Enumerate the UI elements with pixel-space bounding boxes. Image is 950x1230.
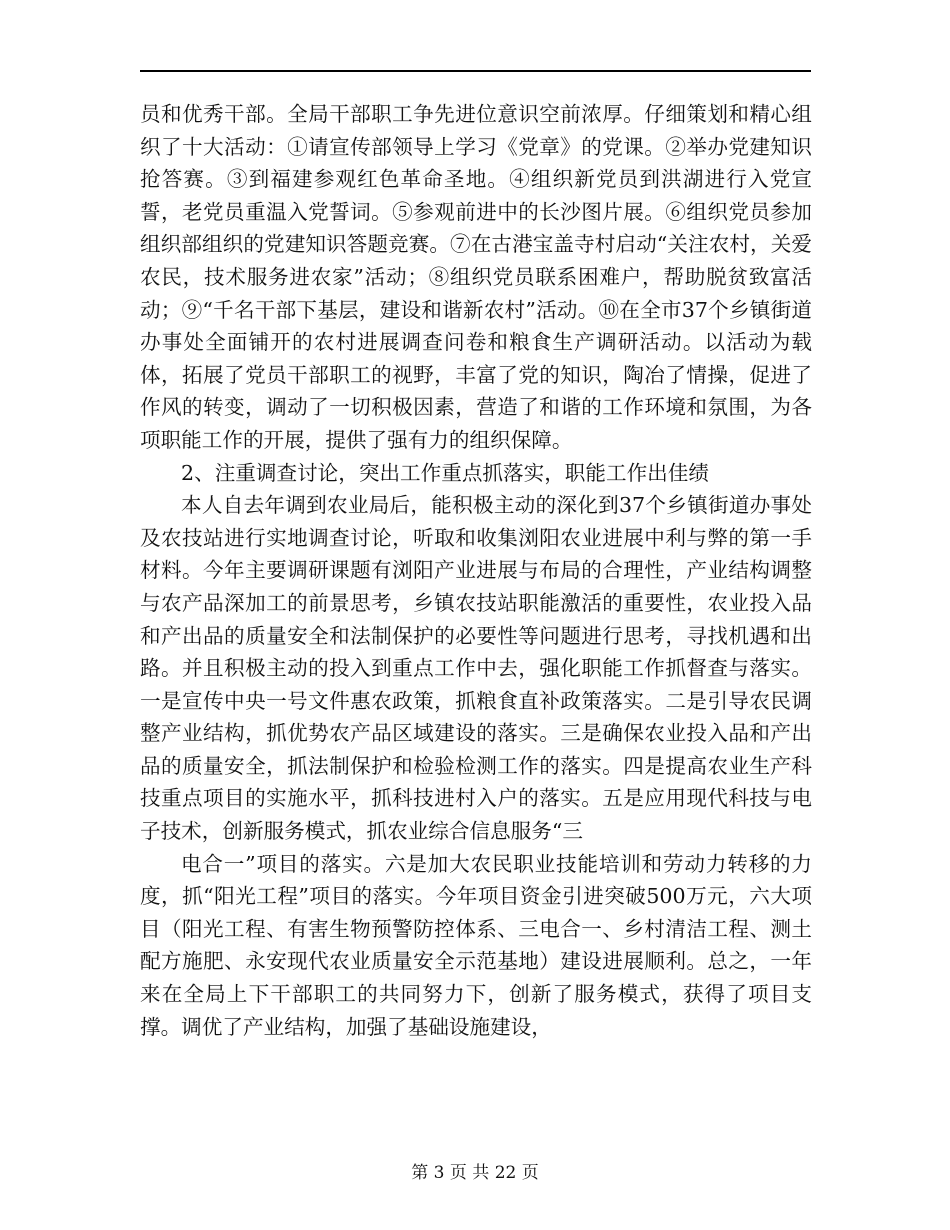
paragraph-projects: 电合一”项目的落实。六是加大农民职业技能培训和劳动力转移的力度，抓“阳光工程”项目的落实。今年项目资金引进突破500万元，六大项目（阳光工程、有害生物预警防控体系、三电合一、乡村清洁工程、测土配方施肥、永安现代农业质量安全示范基地）建设进展顺利。总之，一年来在全局上下干部职工的共同努力下，创新了服务模式，获得了项目支撑。调优了产业结构，加强了基础设施建设， <box>140 851 812 1039</box>
header-rule <box>140 70 811 72</box>
paragraph-research: 本人自去年调到农业局后，能积极主动的深化到37个乡镇街道办事处及农技站进行实地调查讨论，听取和收集浏阳农业进展中利与弊的第一手材料。今年主要调研课题有浏阳产业进展与布局的合理性，产业结构调整与农产品深加工的前景思考，乡镇农技站职能激活的重要性，农业投入品和产出品的质量安全和法制保护的必要性等问题进行思考，寻找机遇和出路。并且积极主动的投入到重点工作中去，强化职能工作抓督查与落实。一是宣传中央一号文件惠农政策，抓粮食直补政策落实。二是引导农民调整产业结构，抓优势农产品区域建设的落实。三是确保农业投入品和产出品的质量安全，抓法制保护和检验检测工作的落实。四是提高农业生产科技重点项目的实施水平，抓科技进村入户的落实。五是应用现代科技与电子技术，创新服务模式，抓农业综合信息服务“三 <box>140 493 812 844</box>
page-footer: 第 3 页 共 22 页 <box>411 1163 539 1183</box>
paragraph-heading-2: 2、注重调查讨论，突出工作重点抓落实，职能工作出佳绩 <box>181 460 709 485</box>
body-text <box>140 98 812 1043</box>
paragraph-activities: 员和优秀干部。全局干部职工争先进位意识空前浓厚。仔细策划和精心组织了十大活动：①请宣传部领导上学习《党章》的党课。②举办党建知识抢答赛。③到福建参观红色革命圣地。④组织新党员到洪湖进行入党宣誓，老党员重温入党誓词。⑤参观前进中的长沙图片展。⑥组织党员参加组织部组织的党建知识答题竞赛。⑦在古港宝盖寺村启动“关注农村，关爱农民，技术服务进农家”活动；⑧组织党员联系困难户，帮助脱贫致富活动；⑨“千名干部下基层，建设和谐新农村”活动。⑩在全市37个乡镇街道办事处全面铺开的农村进展调查问卷和粮食生产调研活动。以活动为载体，拓展了党员干部职工的视野，丰富了党的知识，陶冶了情操，促进了作风的转变，调动了一切积极因素，营造了和谐的工作环境和氛围，为各项职能工作的开展，提供了强有力的组织保障。 <box>140 102 812 452</box>
